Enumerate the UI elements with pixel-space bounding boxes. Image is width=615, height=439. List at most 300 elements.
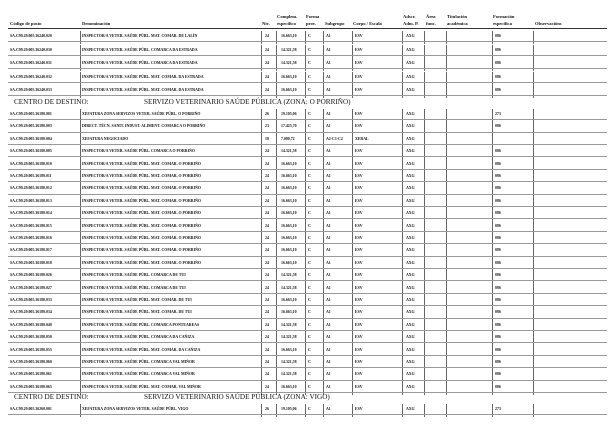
cell-forma: C (308, 47, 311, 52)
cell-formacion: 086 (495, 236, 501, 240)
cell-denominacion: INSPECTOR/A VETER. SAÚDE PÚBL. COMARCA VAL MIÑOR (82, 360, 195, 364)
cell-corpo: ESV (355, 34, 363, 38)
header-complem: Complem. (277, 14, 298, 19)
section-title: SERVIZO VETERINARIO SAÚDE PÚBLICA (ZONA: O PORRIÑO) (144, 98, 351, 106)
cell-complemento: 16.663,10 (281, 174, 297, 178)
row-divider (8, 330, 607, 331)
cell-formacion: 086 (495, 47, 501, 52)
cell-corpo: ESV (355, 74, 363, 79)
cell-subgrupo: A1 (326, 149, 331, 154)
table-row (0, 109, 615, 122)
cell-codigo: SA.C99.29.005.36180.033 (10, 298, 52, 302)
cell-subgrupo: A1 (326, 88, 331, 92)
cell-nivel: 24 (265, 198, 269, 203)
cell-formacion: 086 (495, 223, 501, 228)
table-row (0, 307, 615, 320)
cell-forma: C (308, 112, 311, 116)
cell-forma: C (308, 310, 311, 315)
cell-formacion: 273 (495, 112, 501, 116)
cell-forma: C (308, 34, 311, 38)
cell-forma: C (308, 298, 311, 302)
cell-forma: C (308, 74, 311, 79)
row-divider (8, 218, 607, 219)
cell-corpo: ESV (355, 347, 363, 352)
cell-corpo: ESV (355, 260, 363, 265)
cell-codigo: SA.C99.29.005.36180.016 (10, 236, 52, 240)
row-divider (8, 342, 607, 343)
cell-codigo: SA.C99.29.005.36180.055 (10, 347, 52, 352)
cell-forma: C (308, 407, 311, 411)
cell-denominacion: INSPECTOR/A VETER. SAÚDE PÚBL. MAT. COMAR. O PORRIÑO (82, 186, 201, 191)
cell-denominacion: INSPECTOR/A VETER. SAÚDE PÚBL. MAT. COMAR. O PORRIÑO (82, 248, 201, 253)
cell-adscr: AXG (406, 61, 415, 65)
cell-corpo: ESV (355, 174, 363, 178)
cell-nivel: 24 (265, 273, 269, 278)
cell-nivel: 24 (265, 347, 269, 352)
cell-adscr: AXG (406, 47, 415, 52)
cell-subgrupo: A1 (326, 198, 331, 203)
cell-formacion: 086 (495, 384, 501, 389)
cell-adscr: AXG (406, 360, 415, 364)
cell-corpo: ESV (355, 223, 363, 228)
row-divider (8, 414, 607, 415)
cell-adscr: AXG (406, 34, 415, 38)
cell-codigo: SA.C99.29.005.36180.012 (10, 186, 52, 191)
row-divider (8, 256, 607, 257)
cell-codigo: SA.C99.29.005.36240.020 (10, 34, 52, 38)
cell-complemento: 14.321,58 (281, 322, 297, 327)
cell-nivel: 26 (265, 112, 269, 116)
cell-codigo: SA.C99.29.005.36180.010 (10, 161, 52, 166)
cell-corpo: ESV (355, 407, 363, 411)
cell-corpo: ESV (355, 186, 363, 191)
cell-adscr: AXG (406, 112, 415, 116)
table-row (0, 357, 615, 370)
cell-denominacion: INSPECTOR/A VETER. SAÚDE PÚBL. COMARCA DA CAÑIZA (82, 335, 195, 340)
cell-denominacion: INSPECTOR/A VETER. SAÚDE PÚBL. COMARCA DA ESTRADA (82, 47, 198, 52)
cell-forma: C (308, 384, 311, 389)
cell-nivel: 24 (265, 186, 269, 191)
cell-adscr: AXG (406, 211, 415, 216)
cell-subgrupo: A1 (326, 74, 331, 79)
cell-codigo: SA.C99.29.005.36180.065 (10, 384, 52, 389)
cell-nivel: 24 (265, 335, 269, 340)
cell-corpo: ESV (355, 360, 363, 364)
cell-codigo: SA.C99.29.005.36180.040 (10, 322, 52, 327)
table-row (0, 258, 615, 271)
cell-nivel: 24 (265, 322, 269, 327)
cell-corpo: ESV (355, 61, 363, 65)
cell-formacion: 086 (495, 360, 501, 364)
cell-nivel: 24 (265, 211, 269, 216)
cell-corpo: ESV (355, 47, 363, 52)
cell-codigo: SA.C99.29.005.36180.026 (10, 273, 52, 278)
cell-codigo: SA.C99.29.005.36180.018 (10, 260, 52, 265)
cell-adscr: AXG (406, 236, 415, 240)
cell-codigo: SA.C99.29.005.36180.011 (10, 174, 52, 178)
table-row (0, 58, 615, 71)
row-divider (8, 55, 607, 56)
cell-nivel: 24 (265, 149, 269, 154)
cell-formacion: 086 (495, 186, 501, 191)
cell-corpo: ESV (355, 335, 363, 340)
cell-denominacion: INSPECTOR/A VETER. SAÚDE PÚBL. MAT. COMAR. DA ESTRADA (82, 88, 204, 92)
header-corpo: Corpo / Escala (353, 21, 382, 26)
cell-forma: C (308, 124, 311, 129)
cell-denominacion: INSPECTOR/A VETER. SAÚDE PÚBL. MAT. COMAR. O PORRIÑO (82, 198, 201, 203)
cell-denominacion: INSPECTOR/A VETER. SAÚDE PÚBL. MAT. COMAR. VAL MIÑOR (82, 384, 201, 389)
cell-corpo: ESV (355, 298, 363, 302)
cell-complemento: 14.321,58 (281, 149, 297, 154)
cell-denominacion: INSPECTOR/A VETER. SAÚDE PÚBL. MAT. COMAR. O PORRIÑO (82, 236, 201, 240)
cell-subgrupo: A1 (326, 211, 331, 216)
cell-formacion: 086 (495, 34, 501, 38)
cell-complemento: 16.663,10 (281, 347, 297, 352)
cell-denominacion: INSPECTOR/A VETER. SAÚDE PÚBL. COMARCA O PORRIÑO (82, 149, 195, 154)
table-row (0, 369, 615, 382)
cell-complemento: 14.321,58 (281, 360, 297, 364)
cell-corpo: ESV (355, 372, 363, 377)
cell-denominacion: INSPECTOR/A VETER. SAÚDE PÚBL. COMARCA DA ESTRADA (82, 61, 198, 65)
cell-codigo: SA.C99.29.005.36180.060 (10, 360, 52, 364)
cell-nivel: 24 (265, 372, 269, 377)
cell-formacion: 086 (495, 161, 501, 166)
table-row (0, 404, 615, 417)
table-row (0, 146, 615, 159)
cell-formacion: 086 (495, 372, 501, 377)
cell-formacion: 086 (495, 260, 501, 265)
table-row (0, 332, 615, 345)
header-divider (8, 28, 607, 29)
row-divider (8, 206, 607, 207)
cell-complemento: 16.663,10 (281, 310, 297, 315)
table-row (0, 171, 615, 184)
cell-formacion: 086 (495, 174, 501, 178)
header-func: func. (426, 21, 436, 26)
header-nivel: Niv. (262, 21, 270, 26)
cell-denominacion: INSPECTOR/A VETER. SAÚDE PÚBL. COMARCA DE TUI (82, 273, 186, 278)
cell-forma: C (308, 149, 311, 154)
cell-complemento: 16.663,10 (281, 236, 297, 240)
row-divider (8, 82, 607, 83)
cell-forma: C (308, 136, 311, 141)
row-divider (8, 144, 607, 145)
cell-adscr: AXG (406, 310, 415, 315)
cell-formacion: 086 (495, 248, 501, 253)
cell-formacion: 086 (495, 149, 501, 154)
table-row (0, 72, 615, 85)
cell-denominacion: INSPECTOR/A VETER. SAÚDE PÚBL. COMARCA VAL MIÑOR (82, 372, 195, 377)
cell-adscr: AXG (406, 273, 415, 278)
cell-denominacion: INSPECTOR/A VETER. SAÚDE PÚBL. MAT. COMAR. DE TUI (82, 310, 192, 315)
cell-subgrupo: A1 (326, 360, 331, 364)
cell-nivel: 24 (265, 310, 269, 315)
cell-subgrupo: A1 (326, 223, 331, 228)
cell-complemento: 16.663,10 (281, 74, 297, 79)
section-title: SERVIZO VETERINARIO SAÚDE PÚBLICA (ZONA: VIGO) (144, 393, 330, 401)
cell-forma: C (308, 273, 311, 278)
cell-denominacion: DIRECT. TÉCN. SANIT. INDUST. ALIMENT. COMARCA O PORRIÑO (82, 124, 206, 129)
cell-forma: C (308, 285, 311, 290)
cell-complemento: 16.663,10 (281, 88, 297, 92)
cell-subgrupo: A1 (326, 248, 331, 253)
cell-subgrupo: A1 (326, 112, 331, 116)
cell-formacion: 086 (495, 285, 501, 290)
header-codigo: Código de posto (10, 21, 42, 26)
cell-forma: C (308, 360, 311, 364)
table-row (0, 85, 615, 98)
table-row (0, 45, 615, 58)
cell-formacion: 086 (495, 310, 501, 315)
cell-codigo: SA.C99.29.005.36260.001 (10, 407, 52, 411)
table-row (0, 31, 615, 44)
cell-codigo: SA.C99.29.005.36240.031 (10, 61, 52, 65)
cell-nivel: 24 (265, 161, 269, 166)
header-adm: Adm. P. (403, 21, 419, 26)
cell-codigo: SA.C99.29.005.36180.001 (10, 112, 52, 116)
cell-codigo: SA.C99.29.005.36180.050 (10, 335, 52, 340)
cell-codigo: SA.C99.29.005.36180.005 (10, 149, 52, 154)
cell-nivel: 23 (265, 124, 269, 129)
cell-denominacion: INSPECTOR/A VETER. SAÚDE PÚBL. MAT. COMAR. DE TUI (82, 298, 192, 302)
cell-complemento: 16.663,10 (281, 223, 297, 228)
row-divider (8, 268, 607, 269)
cell-denominacion: INSPECTOR/A VETER. SAÚDE PÚBL. COMARCA DE TUI (82, 285, 186, 290)
cell-nivel: 24 (265, 88, 269, 92)
cell-formacion: 086 (495, 211, 501, 216)
cell-subgrupo: A2-C1-C2 (326, 136, 343, 141)
table-row (0, 183, 615, 196)
cell-corpo: ESV (355, 124, 363, 129)
cell-complemento: 16.663,10 (281, 198, 297, 203)
cell-subgrupo: A1 (326, 273, 331, 278)
cell-adscr: AXG (406, 335, 415, 340)
row-divider (8, 318, 607, 319)
cell-nivel: 24 (265, 248, 269, 253)
cell-codigo: SA.C99.29.005.36180.061 (10, 372, 52, 377)
cell-formacion: 086 (495, 88, 501, 92)
cell-subgrupo: A1 (326, 260, 331, 265)
cell-complemento: 14.321,58 (281, 335, 297, 340)
table-row (0, 345, 615, 358)
table-row (0, 233, 615, 246)
cell-forma: C (308, 174, 311, 178)
header-especifico: específico (277, 21, 296, 26)
cell-corpo: ESV (355, 211, 363, 216)
table-row (0, 283, 615, 296)
cell-adscr: AXG (406, 88, 415, 92)
cell-adscr: AXG (406, 149, 415, 154)
cell-complemento: 16.663,10 (281, 248, 297, 253)
cell-formacion: 086 (495, 74, 501, 79)
cell-nivel: 24 (265, 260, 269, 265)
cell-denominacion: INSPECTOR/A VETER. SAÚDE PÚBL. MAT. COMAR. DA ESTRADA (82, 74, 204, 79)
cell-adscr: AXG (406, 347, 415, 352)
cell-codigo: SA.C99.29.005.36180.027 (10, 285, 52, 290)
cell-denominacion: INSPECTOR/A VETER. SAÚDE PÚBL. MAT. COMAR. O PORRIÑO (82, 211, 201, 216)
cell-corpo: ESV (355, 322, 363, 327)
header-forma: Forma (306, 14, 320, 19)
cell-adscr: AXG (406, 161, 415, 166)
header-denominacion: Denominación (82, 21, 111, 26)
cell-denominacion: INSPECTOR/A VETER. SAÚDE PÚBL. MAT. COMAR. O PORRIÑO (82, 260, 201, 265)
cell-subgrupo: A1 (326, 372, 331, 377)
cell-corpo: ESV (355, 248, 363, 253)
cell-codigo: SA.C99.29.005.36240.033 (10, 88, 52, 92)
cell-complemento: 16.663,10 (281, 260, 297, 265)
cell-formacion: 086 (495, 347, 501, 352)
table-row (0, 221, 615, 234)
table-row (0, 295, 615, 308)
cell-denominacion: INSPECTOR/A VETER. SAÚDE PÚBL. COMARCA PONTEAREAS (82, 322, 200, 327)
table-row (0, 245, 615, 258)
cell-subgrupo: A1 (326, 384, 331, 389)
cell-denominacion: INSPECTOR/A VETER. SAÚDE PÚBL. MAT. COMAR. DA CAÑIZA (82, 347, 201, 352)
cell-subgrupo: A1 (326, 186, 331, 191)
cell-complemento: 16.663,10 (281, 161, 297, 166)
cell-forma: C (308, 322, 311, 327)
cell-denominacion: INSPECTOR/A VETER. SAÚDE PÚBL. MAT. COMAR. O PORRIÑO (82, 174, 201, 178)
cell-complemento: 14.321,58 (281, 273, 297, 278)
cell-nivel: 24 (265, 223, 269, 228)
cell-codigo: SA.C99.29.005.36180.013 (10, 198, 52, 203)
cell-adscr: AXG (406, 136, 415, 141)
section-label: CENTRO DE DESTINO: (14, 393, 89, 401)
cell-corpo: ESV (355, 273, 363, 278)
cell-forma: C (308, 248, 311, 253)
cell-corpo: ESV (355, 236, 363, 240)
cell-nivel: 24 (265, 174, 269, 178)
cell-forma: C (308, 161, 311, 166)
cell-subgrupo: A1 (326, 347, 331, 352)
table-row (0, 270, 615, 283)
row-divider (8, 132, 607, 133)
cell-subgrupo: A1 (326, 34, 331, 38)
cell-subgrupo: A1 (326, 407, 331, 411)
cell-forma: C (308, 88, 311, 92)
header-area: Área (426, 14, 436, 19)
cell-nivel: 24 (265, 236, 269, 240)
cell-nivel: 24 (265, 285, 269, 290)
cell-formacion: 273 (495, 407, 501, 411)
cell-complemento: 17.425,70 (281, 124, 297, 129)
cell-corpo: ESV (355, 112, 363, 116)
cell-subgrupo: A1 (326, 47, 331, 52)
cell-nivel: 24 (265, 298, 269, 302)
cell-denominacion: XEFATURA ZONA SERVIZOS VETER. SAÚDE PÚBL. VIGO (82, 407, 189, 411)
cell-subgrupo: A1 (326, 285, 331, 290)
cell-forma: C (308, 61, 311, 65)
cell-denominacion: INSPECTOR/A VETER. SAÚDE PÚBL. MAT. COMAR. O PORRIÑO (82, 223, 201, 228)
cell-denominacion: XEFATURA NEGOCIADO (82, 136, 129, 141)
cell-formacion: 086 (495, 61, 501, 65)
cell-corpo: XERAL (355, 136, 369, 141)
row-divider (8, 119, 607, 120)
cell-nivel: 24 (265, 61, 269, 65)
cell-codigo: SA.C99.29.005.36180.003 (10, 124, 52, 129)
cell-subgrupo: A1 (326, 335, 331, 340)
cell-formacion: 086 (495, 322, 501, 327)
row-divider (8, 305, 607, 306)
cell-codigo: SA.C99.29.005.36180.017 (10, 248, 52, 253)
header-observacions: Observacións (535, 21, 562, 26)
cell-forma: C (308, 198, 311, 203)
cell-corpo: ESV (355, 88, 363, 92)
cell-adscr: AXG (406, 260, 415, 265)
header-subgrupo: Subgrupo (325, 21, 345, 26)
cell-adscr: AXG (406, 74, 415, 79)
cell-complemento: 16.663,10 (281, 384, 297, 389)
row-divider (8, 367, 607, 368)
cell-complemento: 16.663,10 (281, 298, 297, 302)
cell-subgrupo: A1 (326, 322, 331, 327)
cell-subgrupo: A1 (326, 124, 331, 129)
cell-subgrupo: A1 (326, 161, 331, 166)
cell-adscr: AXG (406, 124, 415, 129)
cell-adscr: AXG (406, 186, 415, 191)
cell-codigo: SA.C99.29.005.36180.004 (10, 136, 52, 141)
cell-complemento: 14.321,58 (281, 61, 297, 65)
cell-adscr: AXG (406, 174, 415, 178)
row-divider (8, 231, 607, 232)
cell-complemento: 19.105,06 (281, 407, 297, 411)
cell-formacion: 086 (495, 124, 501, 129)
cell-complemento: 16.663,10 (281, 34, 297, 38)
cell-forma: C (308, 347, 311, 352)
row-divider (8, 156, 607, 157)
cell-complemento: 16.663,10 (281, 211, 297, 216)
row-divider (8, 194, 607, 195)
table-row (0, 159, 615, 172)
cell-codigo: SA.C99.29.005.36180.014 (10, 211, 52, 216)
cell-corpo: ESV (355, 384, 363, 389)
cell-adscr: AXG (406, 298, 415, 302)
cell-denominacion: INSPECTOR/A VETER. SAÚDE PÚBL. MAT. COMAR. O PORRIÑO (82, 161, 201, 166)
cell-complemento: 7.080,72 (281, 136, 295, 141)
header-academica: académica (447, 21, 468, 26)
table-row (0, 208, 615, 221)
cell-adscr: AXG (406, 322, 415, 327)
table-row (0, 196, 615, 209)
row-divider (8, 169, 607, 170)
cell-complemento: 14.321,58 (281, 372, 297, 377)
row-divider (8, 41, 607, 42)
cell-nivel: 24 (265, 34, 269, 38)
header-formacion: Formación (493, 14, 515, 19)
header-especifica: específica (493, 21, 512, 26)
cell-codigo: SA.C99.29.005.36180.015 (10, 223, 52, 228)
row-divider (8, 243, 607, 244)
cell-adscr: AXG (406, 198, 415, 203)
table-row (0, 121, 615, 134)
cell-complemento: 14.321,58 (281, 47, 297, 52)
cell-adscr: AXG (406, 285, 415, 290)
cell-forma: C (308, 236, 311, 240)
row-divider (8, 380, 607, 381)
cell-nivel: 24 (265, 384, 269, 389)
row-divider (8, 68, 607, 69)
cell-subgrupo: A1 (326, 236, 331, 240)
cell-corpo: ESV (355, 149, 363, 154)
cell-complemento: 14.321,58 (281, 285, 297, 290)
cell-subgrupo: A1 (326, 298, 331, 302)
cell-subgrupo: A1 (326, 174, 331, 178)
row-divider (8, 355, 607, 356)
cell-codigo: SA.C99.29.005.36240.030 (10, 47, 52, 52)
cell-subgrupo: A1 (326, 61, 331, 65)
header-prov: prov. (306, 21, 316, 26)
cell-adscr: AXG (406, 407, 415, 411)
